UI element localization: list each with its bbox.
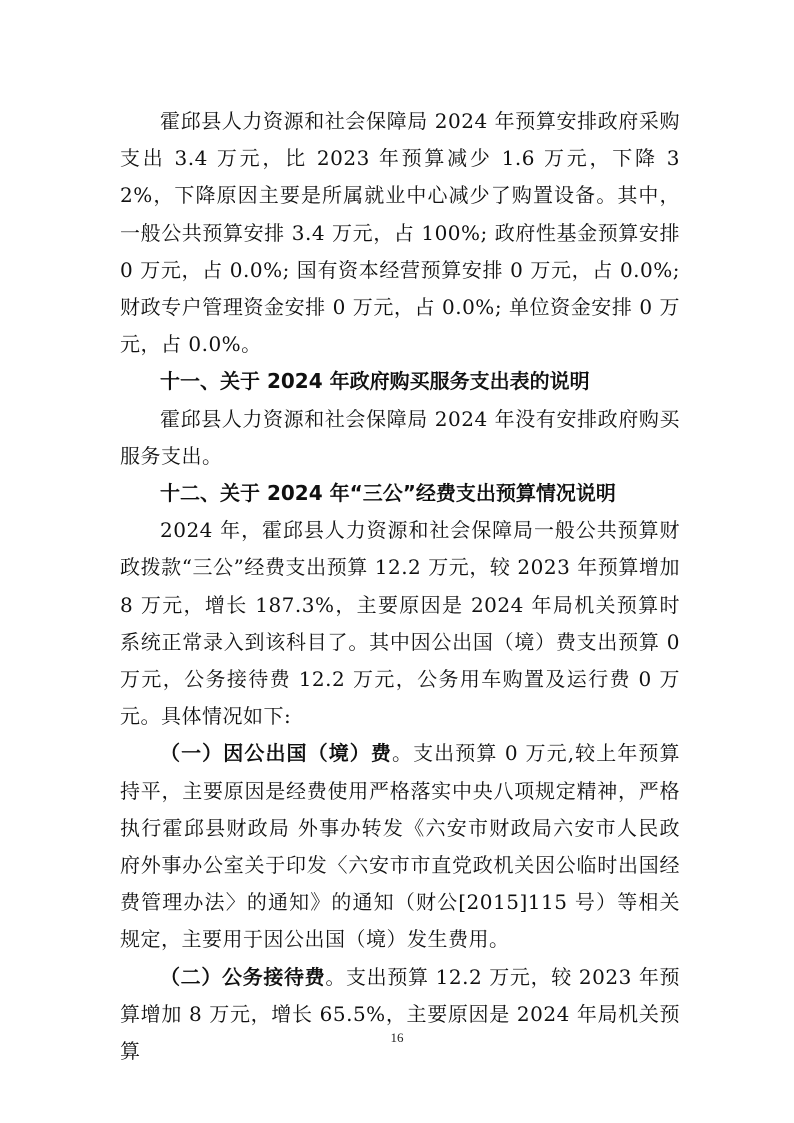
heading-section-11: 十一、关于 2024 年政府购买服务支出表的说明 xyxy=(160,369,590,394)
paragraph-overseas-travel xyxy=(120,735,680,958)
overseas-travel-text: 。支出预算 0 万元,较上年预算持平，主要原因是经费使用严格落实中央八项规定精神，严格执行霍邱县财政局 外事办转发《六安市财政局六安市人民政府外事办公室关于印发〈六安市市直党政机关因公临时出国经费管理办法〉的通知》的通知（财公[2015]115 号）等相关规定，主要用于因公出国（境）发生费用。 xyxy=(120,741,681,952)
document-body xyxy=(120,103,680,1070)
paragraph-reception xyxy=(120,959,680,1071)
paragraph-procurement: 霍邱县人力资源和社会保障局 2024 年预算安排政府采购支出 3.4 万元，比 2023 年预算减少 1.6 万元，下降 32%，下降原因主要是所属就业中心减少了购置设备。其中，一般公共预算安排 3.4 万元，占 100%; 政府性基金预算安排 0 万元，占 0.0%; 国有资本经营预算安排 0 万元，占 0.0%; 财政专户管理资金安排 0 万元，占 0.0%; 单位资金安排 0 万元，占 0.0%。 xyxy=(120,109,680,357)
paragraph-service-purchase: 霍邱县人力资源和社会保障局 2024 年没有安排政府购买服务支出。 xyxy=(120,406,680,468)
subheading-reception: （二）公务接待费 xyxy=(160,964,326,989)
reception-text: 。支出预算 12.2 万元，较 2023 年预算增加 8 万元，增长 65.5%，主要原因是 2024 年局机关预算 xyxy=(120,964,681,1064)
subheading-overseas-travel: （一）因公出国（境）费 xyxy=(160,741,392,766)
page-number: 16 xyxy=(390,1030,404,1045)
heading-section-12: 十二、关于 2024 年“三公”经费支出预算情况说明 xyxy=(160,481,616,506)
paragraph-three-public: 2024 年，霍邱县人力资源和社会保障局一般公共预算财政拨款“三公”经费支出预算 12.2 万元，较 2023 年预算增加 8 万元，增长 187.3%，主要原因是 2024 年局机关预算时系统正常录入到该科目了。其中因公出国（境）费支出预算 0 万元，公务接待费 12.2 万元，公务用车购置及运行费 0 万元。具体情况如下: xyxy=(120,518,680,729)
